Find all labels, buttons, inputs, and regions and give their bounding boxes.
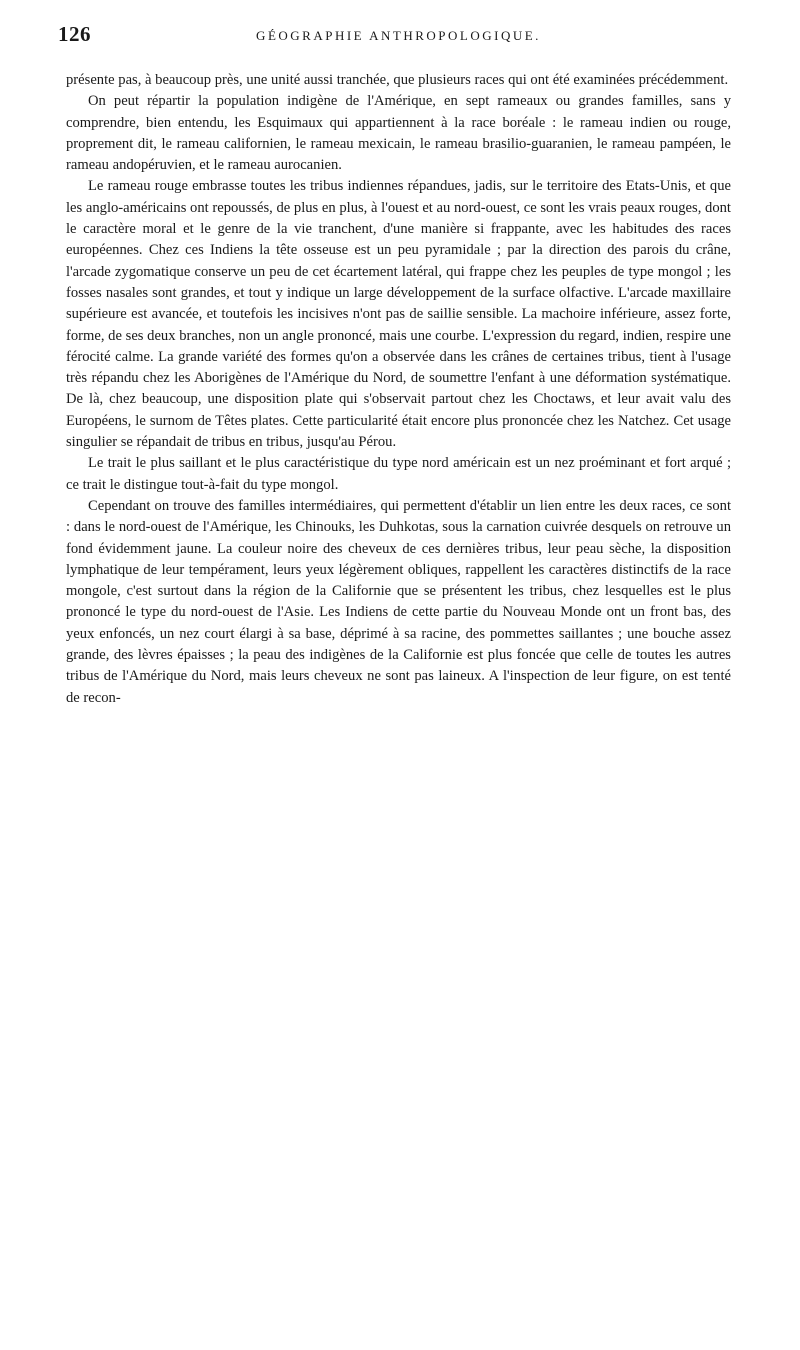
body-text	[66, 70, 731, 709]
paragraph-continuation: présente pas, à beaucoup près, une unité aussi tranchée, que plusieurs races qui ont été examinées précédemment.	[66, 72, 729, 88]
book-page	[58, 22, 731, 709]
paragraph-trait-saillant: Le trait le plus saillant et le plus caractéristique du type nord américain est un nez proéminant et fort arqué ; ce trait le distingue tout-à-fait du type mongol.	[66, 455, 731, 493]
page-number: 126	[58, 22, 91, 46]
running-title: GÉOGRAPHIE ANTHROPOLOGIQUE.	[256, 28, 541, 43]
paragraph-rameau-rouge: Le rameau rouge embrasse toutes les tribus indiennes répandues, jadis, sur le territoire des Etats-Unis, et que les anglo-américains ont repoussés, de plus en plus, à l'ouest et au nord-ouest, ce sont les vrais peaux rouges, dont le caractère moral et le genre de la vie tranchent, d'une manière si frappante, avec les habitudes des races européennes. Chez ces Indiens la tête osseuse est un peu pyramidale ; par la direction des parois du crâne, l'arcade zygomatique conserve un peu de cet écartement latéral, qui frappe chez les peuples de type mongol ; les fosses nasales sont grandes, et tout y indique un large développement de la surface olfactive. L'arcade maxillaire supérieure est avancée, et toutefois les incisives n'ont pas de saillie sensible. La machoire inférieure, assez forte, forme, de ses deux branches, non un angle prononcé, mais une courbe. L'expression du regard, indien, respire une férocité calme. La grande variété des formes qu'on a observée dans les crânes de certaines tribus, tient à l'usage très répandu chez les Aborigènes de l'Amérique du Nord, de soumettre l'enfant à une déformation systématique. De là, chez beaucoup, une disposition plate qui s'observait partout chez les Choctaws, et leur avait valu des Européens, le surnom de Têtes plates. Cette particularité était encore plus prononcée chez les Natchez. Cet usage singulier se répandait de tribus en tribus, jusqu'au Pérou.	[66, 178, 731, 451]
running-head	[58, 22, 731, 62]
paragraph-rameaux: On peut répartir la population indigène de l'Amérique, en sept rameaux ou grandes familles, sans y comprendre, bien entendu, les Esquimaux qui appartiennent à la race boréale : le rameau indien ou rouge, proprement dit, le rameau californien, le rameau mexicain, le rameau brasilio-guaranien, le rameau pampéen, le rameau andopéruvien, et le rameau aurocanien.	[66, 93, 731, 174]
paragraph-familles-intermediaires: Cependant on trouve des familles intermédiaires, qui permettent d'établir un lien entre les deux races, ce sont : dans le nord-ouest de l'Amérique, les Chinouks, les Duhkotas, sous la carnation cuivrée desquels on retrouve un fond évidemment jaune. La couleur noire des cheveux de ces dernières tribus, leur peau sèche, la disposition lymphatique de leur tempérament, leurs yeux légèrement obliques, rappellent les caractères distinctifs de la race mongole, c'est surtout dans la région de la Californie que se présentent les tribus, chez lesquelles est le plus prononcé le type du nord-ouest de l'Asie. Les Indiens de cette partie du Nouveau Monde ont un front bas, des yeux enfoncés, un nez court élargi à sa base, déprimé à sa racine, des pommettes saillantes ; une bouche assez grande, des lèvres épaisses ; la peau des indigènes de la Californie est plus foncée que celle de toutes les autres tribus de l'Amérique du Nord, mais leurs cheveux ne sont pas laineux. A l'inspection de leur figure, on est tenté de recon-	[66, 497, 731, 706]
